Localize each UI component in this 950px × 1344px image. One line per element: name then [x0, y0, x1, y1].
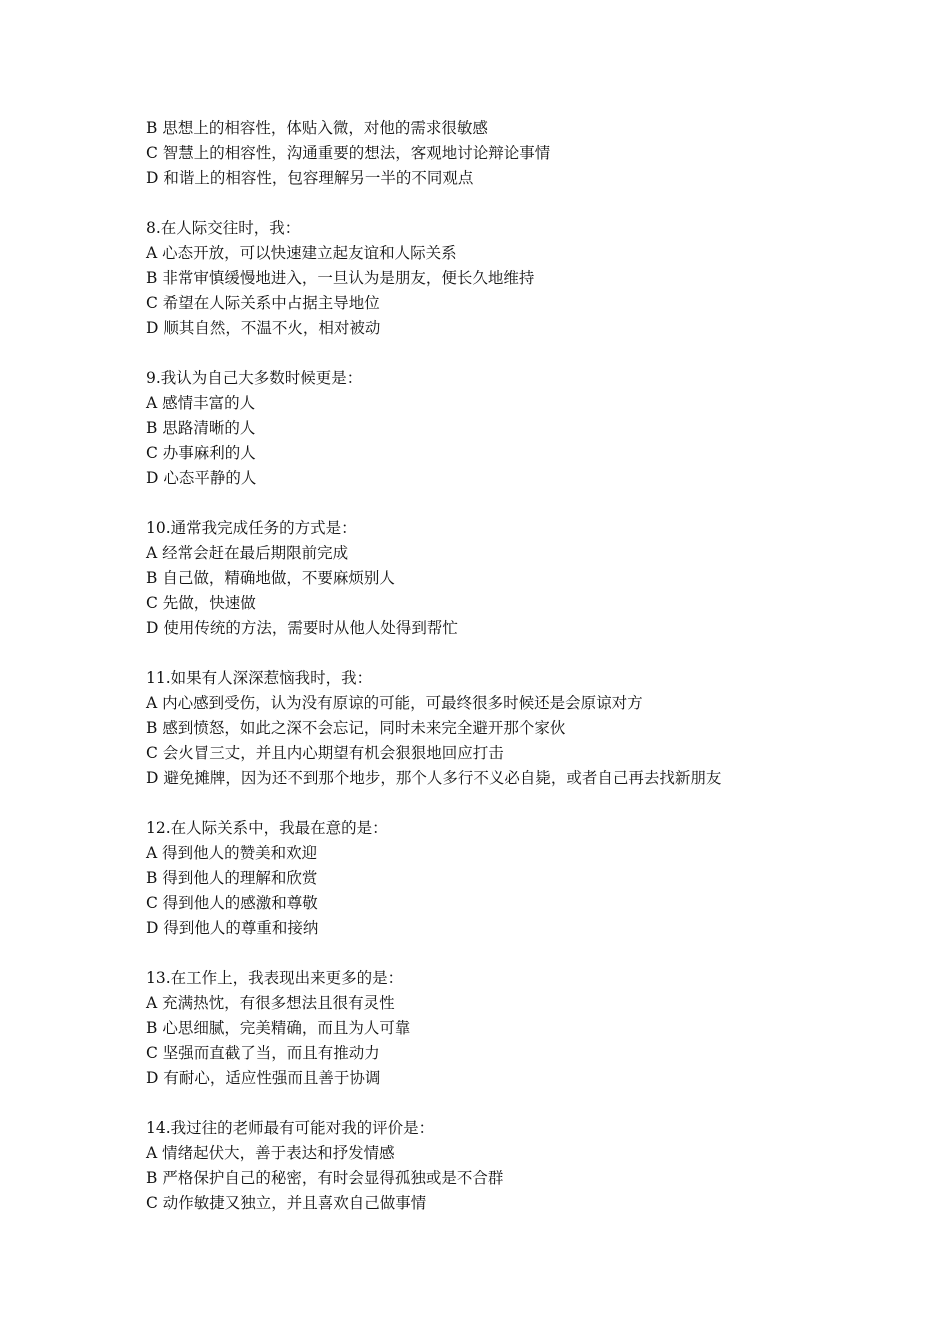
question-block-9	[146, 366, 906, 491]
spacer	[146, 341, 906, 366]
question-block-8	[146, 216, 906, 341]
option-line: C 智慧上的相容性，沟通重要的想法，客观地讨论辩论事情	[146, 144, 551, 162]
document-body	[146, 116, 906, 1216]
option-line: B 得到他人的理解和欣赏	[146, 869, 318, 887]
question-block-11	[146, 666, 906, 791]
option-line: D 得到他人的尊重和接纳	[146, 919, 319, 937]
option-line: B 思想上的相容性，体贴入微，对他的需求很敏感	[146, 119, 488, 137]
option-line: D 避免摊牌，因为还不到那个地步，那个人多行不义必自毙，或者自己再去找新朋友	[146, 769, 722, 787]
option-line: D 使用传统的方法，需要时从他人处得到帮忙	[146, 619, 458, 637]
option-line: C 得到他人的感激和尊敬	[146, 894, 318, 912]
option-line: D 顺其自然，不温不火，相对被动	[146, 319, 381, 337]
option-line: C 先做，快速做	[146, 594, 256, 612]
spacer	[146, 491, 906, 516]
option-line: C 希望在人际关系中占据主导地位	[146, 294, 380, 312]
option-line: C 会火冒三丈，并且内心期望有机会狠狠地回应打击	[146, 744, 504, 762]
question-text: 12.在人际关系中，我最在意的是：	[146, 819, 388, 837]
option-line: D 和谐上的相容性，包容理解另一半的不同观点	[146, 169, 474, 187]
question-block-10	[146, 516, 906, 641]
option-line: B 自己做，精确地做，不要麻烦别人	[146, 569, 395, 587]
option-line: A 经常会赶在最后期限前完成	[146, 544, 349, 562]
question-text: 14.我过往的老师最有可能对我的评价是：	[146, 1119, 435, 1137]
question-text: 13.在工作上，我表现出来更多的是：	[146, 969, 404, 987]
spacer	[146, 791, 906, 816]
option-line: C 坚强而直截了当，而且有推动力	[146, 1044, 380, 1062]
option-line: B 非常审慎缓慢地进入，一旦认为是朋友，便长久地维持	[146, 269, 535, 287]
option-line: D 心态平静的人	[146, 469, 257, 487]
question-block-13	[146, 966, 906, 1091]
question-text: 10.通常我完成任务的方式是：	[146, 519, 357, 537]
option-line: A 心态开放，可以快速建立起友谊和人际关系	[146, 244, 457, 262]
option-line: A 充满热忱，有很多想法且很有灵性	[146, 994, 395, 1012]
question-text: 9.我认为自己大多数时候更是：	[146, 369, 363, 387]
question-block-12	[146, 816, 906, 941]
option-line: B 心思细腻，完美精确，而且为人可靠	[146, 1019, 411, 1037]
option-line: A 得到他人的赞美和欢迎	[146, 844, 318, 862]
option-line: A 情绪起伏大，善于表达和抒发情感	[146, 1144, 395, 1162]
question-block-14	[146, 1116, 906, 1216]
spacer	[146, 941, 906, 966]
spacer	[146, 1091, 906, 1116]
question-text: 11.如果有人深深惹恼我时，我：	[146, 669, 373, 687]
option-line: B 感到愤怒，如此之深不会忘记，同时未来完全避开那个家伙	[146, 719, 566, 737]
question-text: 8.在人际交往时，我：	[146, 219, 301, 237]
option-line: D 有耐心，适应性强而且善于协调	[146, 1069, 381, 1087]
spacer	[146, 641, 906, 666]
lead-options	[146, 116, 906, 191]
option-line: B 严格保护自己的秘密，有时会显得孤独或是不合群	[146, 1169, 504, 1187]
option-line: C 办事麻利的人	[146, 444, 256, 462]
spacer	[146, 191, 906, 216]
option-line: B 思路清晰的人	[146, 419, 256, 437]
option-line: A 内心感到受伤，认为没有原谅的可能，可最终很多时候还是会原谅对方	[146, 694, 643, 712]
option-line: A 感情丰富的人	[146, 394, 256, 412]
option-line: C 动作敏捷又独立，并且喜欢自己做事情	[146, 1194, 427, 1212]
